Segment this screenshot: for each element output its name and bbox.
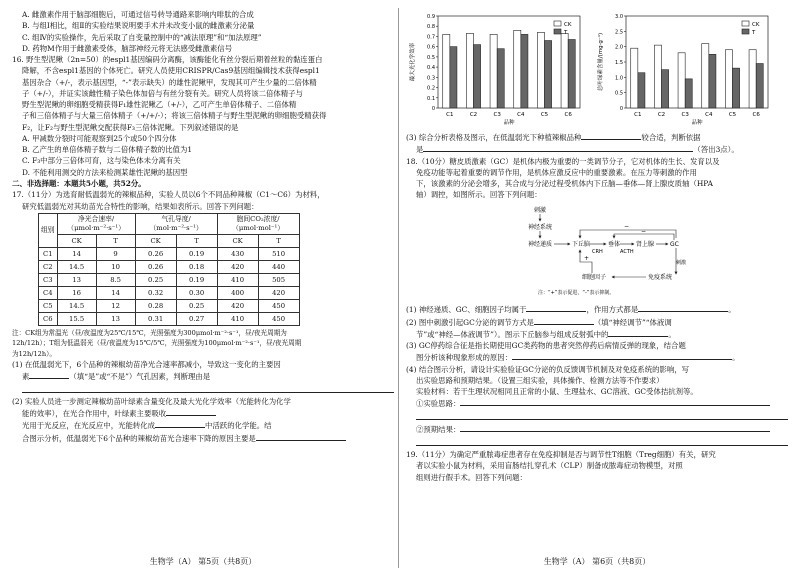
answer-blank[interactable] bbox=[526, 304, 586, 312]
row-label: C1 bbox=[39, 248, 58, 261]
table-cell: 420 bbox=[217, 300, 258, 313]
right-footer: 生物学（A） 第6页（共8页） bbox=[543, 557, 651, 566]
stem-line: 野生型泥鳅的卵细胞受精获得F₁雄性泥鳅乙（+/-），乙可产生单倍体精子、二倍体精 bbox=[22, 100, 297, 110]
question-16 bbox=[12, 55, 394, 177]
legend-label: CK bbox=[752, 22, 760, 28]
table-cell: 0.26 bbox=[135, 248, 176, 261]
y-axis-label: 最大光化学效率 bbox=[410, 42, 416, 82]
table-cell: 8.5 bbox=[96, 274, 135, 287]
row-label: C3 bbox=[39, 274, 58, 287]
sub-question: 出实验思路和预期结果。（设置三组实验，具体操作、检测方法等不作要求） bbox=[416, 375, 664, 385]
note-line: 12h/12h）；T组为低温弱光（昼/夜温度为15℃/5℃，光照强度为100μmol·m⁻²·s⁻¹，昼/夜光周期 bbox=[12, 339, 302, 348]
table-cell: 410 bbox=[217, 313, 258, 326]
chart-max-photochemical-efficiency bbox=[406, 10, 592, 132]
x-tick-label: C4 bbox=[705, 112, 713, 118]
diagram-nervous-system: 神经系统 bbox=[528, 223, 553, 231]
table-body bbox=[39, 248, 300, 326]
diagram-stimulus: 刺激 bbox=[534, 206, 547, 214]
data-table bbox=[38, 213, 300, 326]
table-note bbox=[12, 329, 394, 358]
sub-question: 节”或“神经—体液调节”）。图示下丘脑参与组成反射弧中的 。 bbox=[416, 329, 676, 339]
table-cell: 400 bbox=[217, 287, 258, 300]
table-row bbox=[39, 274, 300, 287]
table-cell: 0.18 bbox=[176, 261, 217, 274]
right-page bbox=[406, 10, 788, 484]
sub-question: ②预期结果： bbox=[406, 424, 788, 435]
option: C. 组Ⅳ的实验操作，先后采取了自变量控制中的“减法原理”和“加法原理” bbox=[22, 32, 262, 42]
diagram-acth: ACTH bbox=[620, 248, 634, 255]
stem-line: 组则进行假手术。回答下列问题： bbox=[416, 472, 527, 482]
x-axis-label: 品种 bbox=[503, 120, 515, 126]
bar-t bbox=[545, 41, 552, 108]
x-tick-label: C1 bbox=[634, 112, 642, 118]
y-tick-label: 0 bbox=[620, 106, 624, 112]
y-tick-label: 0.3 bbox=[427, 75, 435, 82]
left-footer: 生物学（A） 第5页（共8页） bbox=[149, 557, 257, 566]
stem-line: 者以实验小鼠为材料，采用盲肠结扎穿孔术（CLP）制备成脓毒症动物模型，对照 bbox=[416, 461, 683, 471]
bar-t bbox=[568, 40, 575, 108]
bar-ck bbox=[749, 50, 756, 108]
sub-question: ①实验思路： bbox=[406, 398, 788, 409]
bar-ck bbox=[561, 33, 568, 108]
table-cell: 510 bbox=[258, 248, 299, 261]
diagram-cytokine: 细胞因子 bbox=[582, 273, 607, 281]
left-page bbox=[12, 10, 394, 445]
sub-question: (2) 图中刺激引起GC分泌的调节方式是 （填“神经调节”“体液调 bbox=[406, 317, 672, 327]
x-axis-label: 品种 bbox=[691, 120, 703, 126]
table-row bbox=[39, 300, 300, 313]
bar-t bbox=[757, 64, 764, 108]
legend-swatch bbox=[742, 29, 749, 34]
legend-label: T bbox=[752, 30, 756, 36]
sub-question: 实验材料：若干生理状况相同且正常的小鼠、生理盐水、GC溶液、GC受体拮抗剂等。 bbox=[416, 387, 698, 397]
table-cell: 10 bbox=[96, 261, 135, 274]
table-cell: 440 bbox=[258, 261, 299, 274]
y-tick-label: 0.6 bbox=[427, 44, 435, 51]
answer-blank[interactable] bbox=[534, 317, 594, 325]
table-corner: 组别 bbox=[39, 214, 58, 248]
stem-line: 研究低温弱光对其幼苗光合特性的影响，结果如表所示。回答下列问题： bbox=[22, 201, 259, 211]
sub-question: 是 （答出3点）。 bbox=[416, 145, 739, 155]
stem-line: 轴）调控，如图所示。回答下列问题： bbox=[416, 190, 542, 200]
table-cell: 420 bbox=[217, 261, 258, 274]
x-tick-label: C6 bbox=[564, 112, 572, 118]
answer-blank[interactable] bbox=[423, 144, 693, 152]
table-cell: 450 bbox=[258, 300, 299, 313]
y-tick-label: 2.0 bbox=[615, 44, 624, 51]
bar-ck bbox=[466, 33, 473, 108]
option: C. F₃中部分三倍体可育，这与染色体未分离有关 bbox=[22, 156, 181, 166]
legend-label: CK bbox=[564, 22, 572, 28]
stem-line: 19.（11分）为确定严重脓毒症患者存在免疫抑制是否与调节性T细胞（Treg细胞）有关，研究 bbox=[406, 450, 716, 460]
y-tick-label: 0.5 bbox=[615, 90, 624, 97]
option: B. 与组Ⅰ相比，组Ⅱ的实验结果说明要手术并未改变小鼠的雌激素分泌量 bbox=[22, 21, 255, 31]
stem-line: 降解，不含espl1基因的个体死亡。研究人员使用CRISPR/Cas9基因组编辑技术获得espl1 bbox=[22, 66, 320, 76]
table-cell: 0.26 bbox=[135, 261, 176, 274]
table-group-header: 气孔导度/ （mol·m⁻²·s⁻¹） bbox=[135, 214, 217, 235]
x-tick-label: C2 bbox=[658, 112, 666, 118]
y-tick-label: 0.7 bbox=[427, 34, 435, 41]
stem-line: 17.（11分）为选育耐低温弱光的辣椒品种，实验人员以6个不同品种辣椒（C1～C6）为材料， bbox=[12, 190, 325, 200]
bar-t bbox=[450, 47, 457, 108]
table-cell: 0.25 bbox=[135, 274, 176, 287]
bar-t bbox=[686, 79, 693, 108]
y-tick-label: 0.2 bbox=[427, 85, 435, 92]
bar-ck bbox=[490, 34, 497, 108]
answer-line[interactable] bbox=[22, 384, 394, 393]
bar-ck bbox=[443, 34, 450, 108]
x-tick-label: C2 bbox=[469, 112, 478, 118]
table-cell: 13 bbox=[57, 274, 96, 287]
y-tick-label: 3.0 bbox=[615, 14, 624, 20]
stem-line: 16. 野生型泥鳅（2n=50）的espl1基因编码分离酶，该酶能化有丝分裂后期着丝粒的黏连蛋白 bbox=[12, 55, 323, 65]
sub-question: (3) GC停药综合征是指长期使用GC类药物的患者突然停药后病情反弹的现象，结合题 bbox=[406, 341, 686, 351]
x-tick-label: C5 bbox=[729, 112, 737, 118]
y-tick-label: 0.5 bbox=[427, 54, 435, 61]
note-line: 为12h/12h）。 bbox=[12, 349, 56, 358]
row-label: C5 bbox=[39, 300, 58, 313]
q15-options bbox=[12, 10, 394, 54]
table-cell: 420 bbox=[258, 287, 299, 300]
sub-question: 能的效率），在光合作用中，叶绿素主要吸收 bbox=[12, 408, 394, 419]
x-tick-label: C3 bbox=[681, 112, 690, 118]
table-sub-header: CK bbox=[135, 235, 176, 248]
y-tick-label: 0.8 bbox=[427, 24, 435, 31]
stem-line: F₂，让F₂与野生型泥鳅交配获得F₃三倍体泥鳅。下列叙述错误的是 bbox=[22, 122, 239, 132]
bar-ck bbox=[726, 50, 733, 108]
table-cell: 0.28 bbox=[135, 300, 176, 313]
bar-ck bbox=[537, 32, 544, 108]
table-sub-header: T bbox=[96, 235, 135, 248]
chart-total-chlorophyll bbox=[594, 10, 780, 132]
table-cell: 0.25 bbox=[176, 300, 217, 313]
table-row bbox=[39, 313, 300, 326]
legend-swatch bbox=[554, 29, 561, 34]
diagram-gc: GC bbox=[670, 240, 679, 248]
answer-blank[interactable] bbox=[29, 371, 69, 379]
bar-t bbox=[733, 68, 740, 108]
answer-blank[interactable] bbox=[256, 433, 346, 441]
diagram-hypothalamus: 下丘脑 bbox=[572, 240, 591, 248]
diagram-adrenal: 肾上腺 bbox=[636, 240, 655, 248]
question-19 bbox=[406, 450, 788, 482]
table-cell: 0.19 bbox=[176, 274, 217, 287]
table-cell: 410 bbox=[217, 274, 258, 287]
table-row bbox=[39, 261, 300, 274]
bar-t bbox=[638, 73, 645, 108]
stem-line: 子（+/-），并证实该雌性精子染色体加倍与有丝分裂有关。研究人员将该二倍体精子与 bbox=[22, 88, 303, 98]
x-tick-label: C4 bbox=[517, 112, 525, 118]
column-divider bbox=[398, 8, 399, 568]
table-row bbox=[39, 248, 300, 261]
table-sub-header: T bbox=[176, 235, 217, 248]
x-tick-label: C1 bbox=[446, 112, 454, 118]
table-cell: 0.31 bbox=[135, 313, 176, 326]
table-cell: 0.19 bbox=[176, 248, 217, 261]
bar-ck bbox=[702, 44, 709, 108]
bar-t bbox=[497, 49, 504, 108]
answer-blank[interactable] bbox=[155, 420, 205, 428]
answer-blank[interactable] bbox=[460, 398, 770, 406]
table-cell: 16 bbox=[57, 287, 96, 300]
sub-question: 光用于光反应，在光反应中，光能转化成 中活跃的化学能。结 bbox=[22, 421, 272, 431]
y-tick-label: 0 bbox=[431, 106, 435, 112]
sub-question: (1) 在低温弱光下，6个品种的辣椒幼苗净光合速率都减小，导致这一变化的主要因 bbox=[12, 359, 281, 369]
table-cell: 0.32 bbox=[135, 287, 176, 300]
table-cell: 505 bbox=[258, 274, 299, 287]
answer-line[interactable] bbox=[416, 411, 788, 420]
x-tick-label: C6 bbox=[752, 112, 761, 118]
answer-blank[interactable] bbox=[581, 132, 641, 140]
table-sub-header: T bbox=[258, 235, 299, 248]
bar-t bbox=[709, 54, 716, 108]
table-sub-header: CK bbox=[57, 235, 96, 248]
y-tick-label: 1.5 bbox=[615, 60, 624, 66]
diagram-pituitary: 垂体 bbox=[608, 240, 621, 248]
legend-swatch bbox=[742, 21, 749, 26]
diagram-neurotransmitter: 神经递质 bbox=[528, 240, 553, 248]
stem-line: 基因杂合（+/-，表示基因型，“-”表示缺失）的雄性泥鳅甲，发现其可产生少量的二倍体精 bbox=[22, 77, 317, 87]
bar-t bbox=[521, 34, 528, 108]
diagram-legend: 注：“+”表示促进，“-”表示抑制。 bbox=[538, 289, 615, 296]
sub-question: 素 （填“是”或“不是”）气孔因素，判断理由是 bbox=[22, 372, 211, 382]
sub-question: 合图示分析，低温弱光下6个品种的辣椒幼苗光合速率下降的原因主要是 bbox=[12, 433, 394, 444]
sub-question: (2) 实验人员进一步测定辣椒幼苗叶绿素含量变化及最大光化学效率（光能转化为化学 bbox=[12, 396, 291, 406]
x-tick-label: C3 bbox=[493, 112, 501, 118]
answer-blank[interactable] bbox=[608, 329, 668, 337]
stem-line: 免疫功能等起着重要的调节作用，是机体应激反应中的重要激素。在压力等刺激的作用 bbox=[416, 167, 697, 177]
x-tick-label: C5 bbox=[540, 112, 549, 118]
option: A. 甲减数分裂时可能观察到25个或50个四分体 bbox=[22, 133, 177, 143]
bar-t bbox=[474, 45, 481, 108]
table-cell: 14.5 bbox=[57, 261, 96, 274]
diagram-gc-stim-label: 刺激 bbox=[676, 259, 687, 266]
table-cell: 9 bbox=[96, 248, 135, 261]
table-sub-header: CK bbox=[217, 235, 258, 248]
hpa-axis-diagram bbox=[526, 204, 696, 300]
option: B. 乙产生的单倍体精子数与二倍体精子数的比值为1 bbox=[22, 145, 193, 155]
bar-ck bbox=[655, 45, 662, 108]
row-label: C4 bbox=[39, 287, 58, 300]
answer-blank[interactable] bbox=[460, 424, 770, 432]
question-18 bbox=[406, 157, 788, 446]
table-cell: 14.5 bbox=[57, 300, 96, 313]
sub-question: (3) 综合分析表格及图示，在低温弱光下种植辣椒品种 较合适，判断依据 bbox=[406, 133, 701, 142]
section-heading: 二、非选择题：本题共5小题，共52分。 bbox=[12, 178, 146, 188]
row-label: C2 bbox=[39, 261, 58, 274]
answer-blank[interactable] bbox=[512, 352, 732, 360]
stem-line: 18.（10分）糖皮质激素（GC）是机体内极为重要的一类调节分子，它对机体的生长、发育以及 bbox=[406, 156, 720, 166]
bar-t bbox=[662, 70, 669, 108]
answer-blank[interactable] bbox=[166, 408, 216, 416]
table-group-header: 胞间CO₂浓度/ （μmol·mol⁻¹） bbox=[217, 214, 299, 235]
answer-blank[interactable] bbox=[638, 304, 728, 312]
y-tick-label: 1.0 bbox=[615, 75, 624, 82]
table-cell: 0.30 bbox=[176, 287, 217, 300]
table-cell: 14 bbox=[96, 287, 135, 300]
note-line: 注：CK组为常温光（昼/夜温度为25℃/15℃，光照强度为300μmol·m⁻²·s⁻¹，昼/夜光周期为 bbox=[12, 329, 287, 338]
option: D. 药物M作用于雌激素受体，脑部神经元将无法感受雌激素信号 bbox=[22, 43, 233, 53]
y-tick-label: 0.4 bbox=[427, 65, 435, 72]
table-cell: 13 bbox=[96, 313, 135, 326]
charts-row bbox=[406, 10, 788, 132]
table-cell: 450 bbox=[258, 313, 299, 326]
question-17 bbox=[12, 190, 394, 443]
table-cell: 12 bbox=[96, 300, 135, 313]
y-tick-label: 0.9 bbox=[427, 14, 435, 20]
legend-swatch bbox=[554, 21, 561, 26]
bar-ck bbox=[678, 53, 685, 108]
svg-text:−: − bbox=[641, 227, 647, 235]
answer-line[interactable] bbox=[416, 437, 788, 446]
table-cell: 15.5 bbox=[57, 313, 96, 326]
table-row bbox=[39, 287, 300, 300]
row-label: C6 bbox=[39, 313, 58, 326]
bar-ck bbox=[631, 48, 638, 108]
bar-ck bbox=[514, 30, 521, 108]
option: D. 不能利用测交的方法来检测某雄性泥鳅的基因型 bbox=[22, 167, 188, 177]
y-tick-label: 0.1 bbox=[427, 95, 435, 102]
svg-text:+: + bbox=[584, 254, 590, 262]
diagram-crh: CRH bbox=[592, 248, 603, 255]
legend-label: T bbox=[564, 30, 568, 36]
sub-question: (4) 结合图示分析，请设计实验验证GC分泌的负反馈调节机制及对免疫系统的影响，写 bbox=[406, 364, 690, 374]
diagram-immune-system: 免疫系统 bbox=[648, 273, 673, 281]
stem-line: 下，该激素的分泌会增多，其合成与分泌过程受机体内下丘脑—垂体—肾上腺皮质轴（HPA bbox=[416, 179, 713, 189]
sub-question: (1) 神经递质、GC、细胞因子均属于 ，作用方式都是 。 bbox=[406, 305, 736, 315]
table-group-header: 净光合速率/ （μmol·m⁻²·s⁻¹） bbox=[57, 214, 135, 235]
table-cell: 430 bbox=[217, 248, 258, 261]
stem-line: 子和三倍体精子与大量三倍体精子（+/+/-）；将该三倍体精子与野生型泥鳅的卵细胞受精获得 bbox=[22, 111, 327, 121]
option: A. 雌激素作用于脑部细胞后，可通过信号转导通路来影响内啡肽的合成 bbox=[22, 10, 254, 19]
y-axis-label: 总叶绿素含量/(mg·g⁻¹) bbox=[598, 32, 605, 92]
svg-text:−: − bbox=[624, 222, 630, 230]
y-tick-label: 2.5 bbox=[615, 29, 624, 36]
table-cell: 14 bbox=[57, 248, 96, 261]
sub-question: 图分析该种现象形成的原因： 。 bbox=[416, 353, 740, 363]
table-cell: 0.27 bbox=[176, 313, 217, 326]
